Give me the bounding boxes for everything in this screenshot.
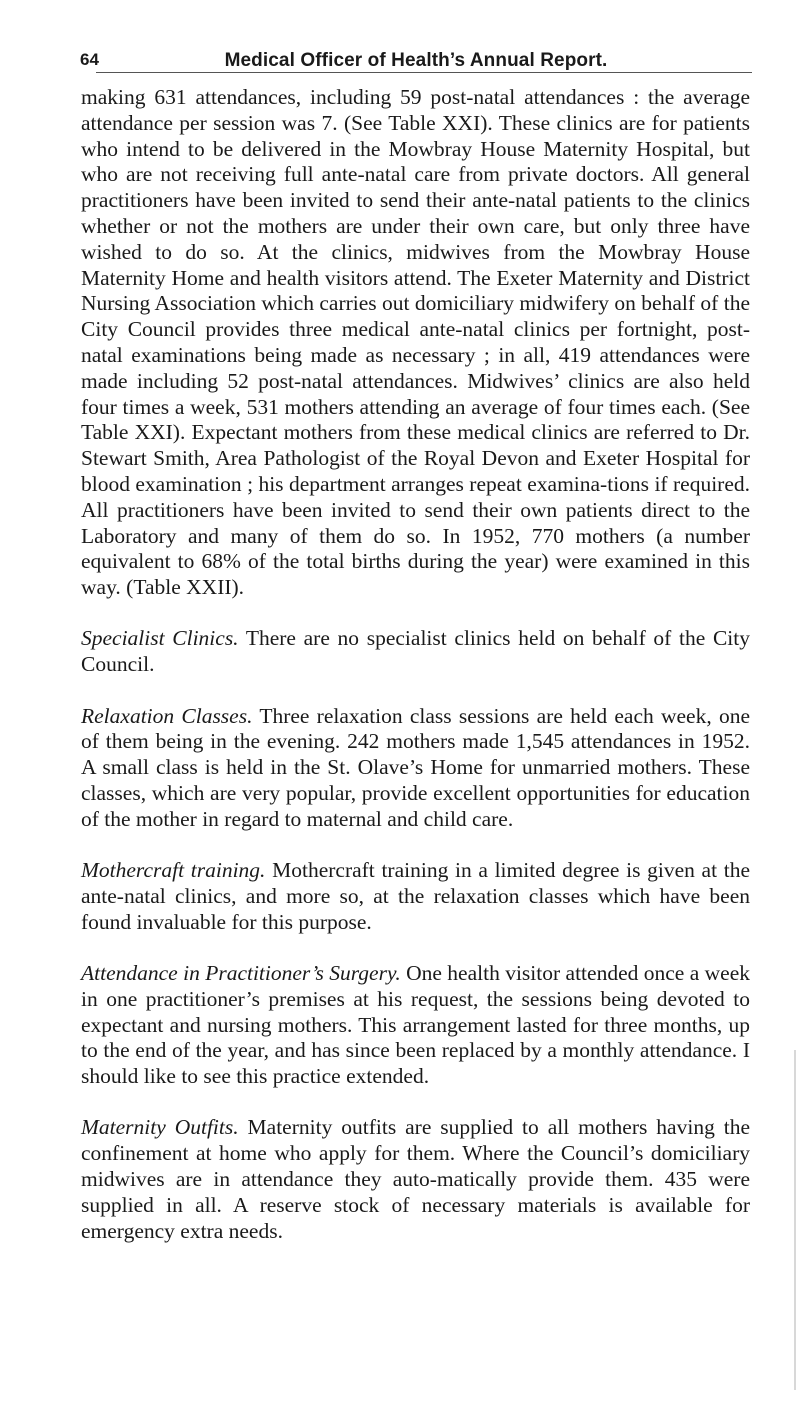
paragraph-text: Three relaxation class sessions are held each week, one of them being in the evening. 242 mothers made 1,545 attendances in 1952. A small class is held in the St. Olave’s Home for unmarried mothers. These classes, which are very popular, provide excellent opportunities for education of the mother in regard to maternal and child care. [81,703,750,831]
paragraph-specialist-clinics [81,626,750,678]
paragraph-relaxation-classes [81,704,750,833]
header-rule [96,72,752,73]
paragraph-antenatal-clinics [81,85,750,601]
paragraph-text: One health visitor attended once a week in one practitioner’s premises at his request, the sessions being devoted to expectant and nursing mothers. This arrangement lasted for three months, up to the end of the year, and has since been replaced by a monthly attendance. I should like to see this practice extended. [81,960,750,1089]
paragraph-text: There are no specialist clinics held on behalf of the City Council. [81,626,750,677]
body-text [81,85,750,1244]
paragraph-text: Maternity outfits are supplied to all mothers having the confinement at home who apply for them. Where the Council’s domiciliary midwives are in attendance they auto-matically provide them. 435 were supplied in all. A reserve stock of necessary materials is available for emergency extra needs. [81,1115,750,1243]
paragraph-heading: Specialist Clinics. [81,626,239,651]
paragraph-heading: Mothercraft training. [81,858,266,883]
paragraph-mothercraft-training [81,858,750,935]
page-number: 64 [80,50,99,69]
paragraph-text: making 631 attendances, including 59 post-natal attendances : the average attendance per session was 7. (See Table XXI). These clinics are for patients who intend to be delivered in the Mowbray House Maternity Hospital, but who are not receiving full ante-natal care from private doctors. All general practitioners have been invited to send their ante-natal patients to the clinics whether or not the mothers are under their own care, but only three have wished to do so. At the clinics, midwives from the Mowbray House Maternity Home and health visitors attend. The Exeter Maternity and District Nursing Association which carries out domiciliary midwifery on behalf of the City Council provides three medical ante-natal clinics per fortnight, post-natal examinations being made as necessary ; in all, 419 attendances were made including 52 post-natal attendances. Midwives’ clinics are also held four times a week, 531 mothers attending an average of four times each. (See Table XXI). Expectant mothers from these medical clinics are referred to Dr. Stewart Smith, Area Pathologist of the Royal Devon and Exeter Hospital for blood examination ; his department arranges repeat examina-tions if required. All practitioners have been invited to send their own patients direct to the Laboratory and many of them do so. In 1952, 770 mothers (a number equivalent to 68% of the total births during the year) were examined in this way. (Table XXII). [81,85,750,600]
page-header [80,50,752,80]
paragraph-practitioner-surgery [81,961,750,1090]
paragraph-heading: Relaxation Classes. [81,703,253,728]
paragraph-maternity-outfits [81,1115,750,1244]
paragraph-heading: Maternity Outfits. [81,1115,239,1140]
paragraph-heading: Attendance in Practitioner’s Surgery. [81,960,401,985]
running-title: Medical Officer of Health’s Annual Report. [224,50,608,71]
page-edge-shadow [794,1050,796,1390]
paragraph-text: Mothercraft training in a limited degree is given at the ante-natal clinics, and more so, at the relaxation classes which have been found invaluable for this purpose. [81,858,750,934]
